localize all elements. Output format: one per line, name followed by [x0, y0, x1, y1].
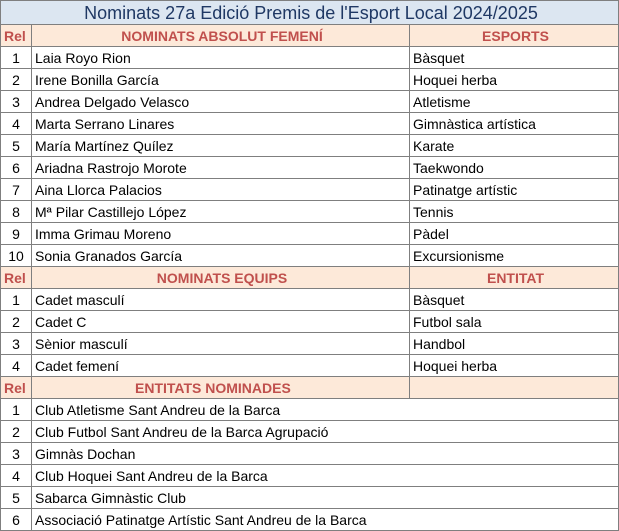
table-row [1, 69, 619, 91]
table-row [1, 399, 619, 421]
entity-name-cell[interactable]: Associació Patinatge Artístic Sant Andreu de la Barca [32, 509, 619, 531]
entity-name-cell[interactable]: Gimnàs Dochan [32, 443, 619, 465]
section1-header [1, 25, 619, 47]
section3-empty-header[interactable] [410, 377, 619, 399]
rel-cell[interactable]: 5 [1, 135, 32, 157]
table-row [1, 245, 619, 267]
rel-cell[interactable]: 9 [1, 223, 32, 245]
table-row [1, 179, 619, 201]
sport-cell[interactable]: Patinatge artístic [410, 179, 619, 201]
sport-cell[interactable]: Hoquei herba [410, 69, 619, 91]
team-cell[interactable]: Cadet C [32, 311, 410, 333]
entity-cell[interactable]: Handbol [410, 333, 619, 355]
section2-rel-header[interactable]: Rel [1, 267, 32, 289]
name-cell[interactable]: Marta Serrano Linares [32, 113, 410, 135]
table-row [1, 465, 619, 487]
section3-name-header[interactable]: ENTITATS NOMINADES [32, 377, 410, 399]
entity-name-cell[interactable]: Club Futbol Sant Andreu de la Barca Agrupació [32, 421, 619, 443]
table-row [1, 289, 619, 311]
section2-extra-header[interactable]: ENTITAT [410, 267, 619, 289]
name-cell[interactable]: Sonia Granados García [32, 245, 410, 267]
name-cell[interactable]: Laia Royo Rion [32, 47, 410, 69]
rel-cell[interactable]: 4 [1, 113, 32, 135]
name-cell[interactable]: Andrea Delgado Velasco [32, 91, 410, 113]
page-title[interactable]: Nominats 27a Edició Premis de l'Esport Local 2024/2025 [1, 1, 619, 25]
table-row [1, 355, 619, 377]
rel-cell[interactable]: 1 [1, 289, 32, 311]
entity-cell[interactable]: Hoquei herba [410, 355, 619, 377]
section3-rel-header[interactable]: Rel [1, 377, 32, 399]
rel-cell[interactable]: 5 [1, 487, 32, 509]
rel-cell[interactable]: 1 [1, 399, 32, 421]
rel-cell[interactable]: 3 [1, 443, 32, 465]
table-row [1, 113, 619, 135]
rel-cell[interactable]: 2 [1, 69, 32, 91]
entity-cell[interactable]: Futbol sala [410, 311, 619, 333]
rel-cell[interactable]: 2 [1, 421, 32, 443]
name-cell[interactable]: Ariadna Rastrojo Morote [32, 157, 410, 179]
table-row [1, 201, 619, 223]
table-row [1, 443, 619, 465]
rel-cell[interactable]: 4 [1, 355, 32, 377]
table-row [1, 421, 619, 443]
name-cell[interactable]: Mª Pilar Castillejo López [32, 201, 410, 223]
sport-cell[interactable]: Bàsquet [410, 47, 619, 69]
rel-cell[interactable]: 8 [1, 201, 32, 223]
team-cell[interactable]: Sènior masculí [32, 333, 410, 355]
name-cell[interactable]: Irene Bonilla García [32, 69, 410, 91]
team-cell[interactable]: Cadet femení [32, 355, 410, 377]
rel-cell[interactable]: 4 [1, 465, 32, 487]
title-row [1, 1, 619, 25]
rel-cell[interactable]: 10 [1, 245, 32, 267]
sport-cell[interactable]: Gimnàstica artística [410, 113, 619, 135]
section1-rel-header[interactable]: Rel [1, 25, 32, 47]
table-row [1, 91, 619, 113]
rel-cell[interactable]: 7 [1, 179, 32, 201]
name-cell[interactable]: Aina Llorca Palacios [32, 179, 410, 201]
sport-cell[interactable]: Karate [410, 135, 619, 157]
entity-name-cell[interactable]: Club Hoquei Sant Andreu de la Barca [32, 465, 619, 487]
table-row [1, 487, 619, 509]
rel-cell[interactable]: 2 [1, 311, 32, 333]
section1-extra-header[interactable]: ESPORTS [410, 25, 619, 47]
name-cell[interactable]: María Martínez Quílez [32, 135, 410, 157]
entity-name-cell[interactable]: Sabarca Gimnàstic Club [32, 487, 619, 509]
entity-cell[interactable]: Bàsquet [410, 289, 619, 311]
team-cell[interactable]: Cadet masculí [32, 289, 410, 311]
section2-header [1, 267, 619, 289]
rel-cell[interactable]: 3 [1, 333, 32, 355]
rel-cell[interactable]: 3 [1, 91, 32, 113]
rel-cell[interactable]: 6 [1, 509, 32, 531]
table-row [1, 157, 619, 179]
rel-cell[interactable]: 1 [1, 47, 32, 69]
table-row [1, 333, 619, 355]
table-row [1, 509, 619, 531]
sport-cell[interactable]: Atletisme [410, 91, 619, 113]
section2-name-header[interactable]: NOMINATS EQUIPS [32, 267, 410, 289]
name-cell[interactable]: Imma Grimau Moreno [32, 223, 410, 245]
rel-cell[interactable]: 6 [1, 157, 32, 179]
sport-cell[interactable]: Taekwondo [410, 157, 619, 179]
sport-cell[interactable]: Tennis [410, 201, 619, 223]
sport-cell[interactable]: Pàdel [410, 223, 619, 245]
section3-header [1, 377, 619, 399]
table-row [1, 311, 619, 333]
section1-name-header[interactable]: NOMINATS ABSOLUT FEMENÍ [32, 25, 410, 47]
entity-name-cell[interactable]: Club Atletisme Sant Andreu de la Barca [32, 399, 619, 421]
table-row [1, 223, 619, 245]
table-row [1, 135, 619, 157]
table-row [1, 47, 619, 69]
sport-cell[interactable]: Excursionisme [410, 245, 619, 267]
